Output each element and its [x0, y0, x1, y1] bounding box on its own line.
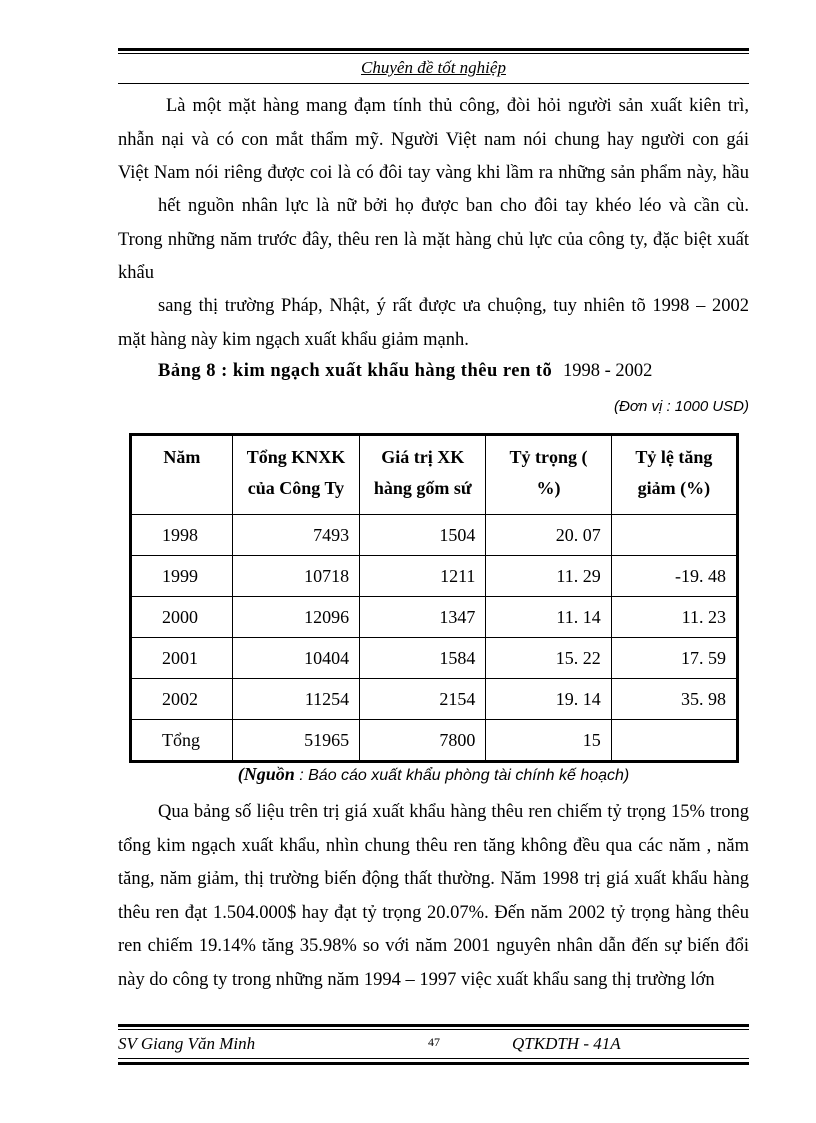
text-line: tăng, năm giảm, thị trường biến động thất thường. Năm 1998 trị giá xuất khẩu hàng — [118, 869, 749, 889]
table-row — [131, 638, 738, 679]
conclusion-paragraph — [118, 796, 749, 997]
footer-class: QTKDTH - 41A — [512, 1034, 621, 1053]
text-line: này do công ty trong những năm 1994 – 1997 việc xuất khẩu sang thị trường lớn — [118, 969, 715, 990]
footer-rule-thick — [118, 1024, 749, 1027]
cell-total: 12096 — [232, 597, 359, 638]
column-header-total-export: Tổng KNXK của Công Ty — [232, 435, 359, 515]
column-header-export-value: Giá trị XK hàng gốm sứ — [360, 435, 486, 515]
cell-value: 1211 — [360, 556, 486, 597]
text-line: Là một mặt hàng mang đạm tính thủ công, đòi hỏi người sản xuất kiên trì, — [166, 96, 749, 116]
cell-value: 2154 — [360, 679, 486, 720]
workforce-paragraph — [118, 190, 749, 291]
text-line: ren chiếm 19.14% tăng 35.98% so với năm 2001 nguyên nhân dẫn đến sự biến đổi — [118, 936, 749, 956]
table-caption-range: 1998 - 2002 — [562, 361, 653, 381]
table-header-row — [131, 435, 738, 515]
text-line: Trong những năm trước đây, thêu ren là mặt hàng chủ lực của công ty, đặc biệt xuất — [118, 229, 749, 250]
table-source — [118, 764, 749, 785]
column-header-share: Tỷ trọng ( %) — [486, 435, 611, 515]
cell-value: 1504 — [360, 515, 486, 556]
cell-total: 51965 — [232, 720, 359, 762]
table-unit: (Đơn vị : 1000 USD) — [614, 398, 749, 415]
text-line: Qua bảng số liệu trên trị giá xuất khẩu hàng thêu ren chiếm tỷ trọng 15% trong — [158, 802, 749, 822]
header-underline — [118, 83, 749, 84]
text-line: Việt Nam nói riêng được coi là có đôi tay vàng khi lầm ra những sản phẩm này, hầu — [118, 163, 749, 183]
cell-year: 2002 — [131, 679, 233, 720]
page-header — [118, 58, 749, 78]
column-header-year: Năm — [131, 435, 233, 515]
cell-year: Tổng — [131, 720, 233, 762]
footer-rule-thick-bottom — [118, 1062, 749, 1065]
cell-share: 11. 14 — [486, 597, 611, 638]
text-line: hết nguồn nhân lực là nữ bởi họ được ban cho đôi tay khéo léo và cần cù. — [158, 196, 749, 216]
cell-share: 19. 14 — [486, 679, 611, 720]
text-line: thêu ren đạt 1.504.000$ hay đạt tỷ trọng 20.07%. Đến năm 2002 tỷ trọng hàng thêu — [118, 902, 749, 923]
footer-rule-thin-bottom — [118, 1058, 749, 1059]
cell-total: 7493 — [232, 515, 359, 556]
footer-rule-thin — [118, 1029, 749, 1030]
cell-value: 7800 — [360, 720, 486, 762]
page-number: 47 — [428, 1035, 440, 1049]
cell-growth — [611, 515, 737, 556]
table-caption-title: Bảng 8 : kim ngạch xuất khẩu hàng thêu ren tõ — [158, 361, 553, 381]
header-rule-thin — [118, 53, 749, 54]
table-row — [131, 597, 738, 638]
cell-share: 15. 22 — [486, 638, 611, 679]
cell-year: 1998 — [131, 515, 233, 556]
text-line: tổng kim ngạch xuất khẩu, nhìn chung thêu ren tăng không đều qua các năm , năm — [118, 835, 749, 856]
table-row — [131, 679, 738, 720]
export-table — [129, 433, 739, 763]
table-row — [131, 515, 738, 556]
table-row-total — [131, 720, 738, 762]
footer-author: SV Giang Văn Minh — [118, 1034, 256, 1053]
column-header-growth: Tỷ lệ tăng giảm (%) — [611, 435, 737, 515]
cell-growth: 35. 98 — [611, 679, 737, 720]
cell-year: 2001 — [131, 638, 233, 679]
cell-total: 10404 — [232, 638, 359, 679]
source-label: (Nguồn — [237, 764, 295, 784]
cell-value: 1347 — [360, 597, 486, 638]
cell-share: 20. 07 — [486, 515, 611, 556]
cell-share: 11. 29 — [486, 556, 611, 597]
market-paragraph — [118, 290, 749, 357]
cell-growth — [611, 720, 737, 762]
text-line: nhẫn nại và có con mắt thẩm mỹ. Người Việt nam nói chung hay người con gái — [118, 129, 749, 150]
table-caption — [158, 361, 749, 382]
cell-year: 1999 — [131, 556, 233, 597]
header-rule-thick — [118, 48, 749, 51]
source-text: : Báo cáo xuất khẩu phòng tài chính kế hoạch) — [294, 767, 630, 784]
cell-total: 10718 — [232, 556, 359, 597]
cell-total: 11254 — [232, 679, 359, 720]
header-title: Chuyên đề tốt nghiệp — [361, 58, 506, 77]
table-row — [131, 556, 738, 597]
intro-paragraph — [118, 90, 749, 191]
cell-growth: -19. 48 — [611, 556, 737, 597]
cell-growth: 17. 59 — [611, 638, 737, 679]
cell-share: 15 — [486, 720, 611, 762]
cell-year: 2000 — [131, 597, 233, 638]
text-line: sang thị trường Pháp, Nhật, ý rất được ưa chuộng, tuy nhiên tõ 1998 – 2002 — [158, 296, 749, 316]
text-line: khẩu — [118, 263, 154, 283]
cell-growth: 11. 23 — [611, 597, 737, 638]
text-line: mặt hàng này kim ngạch xuất khẩu giảm mạnh. — [118, 329, 469, 350]
cell-value: 1584 — [360, 638, 486, 679]
